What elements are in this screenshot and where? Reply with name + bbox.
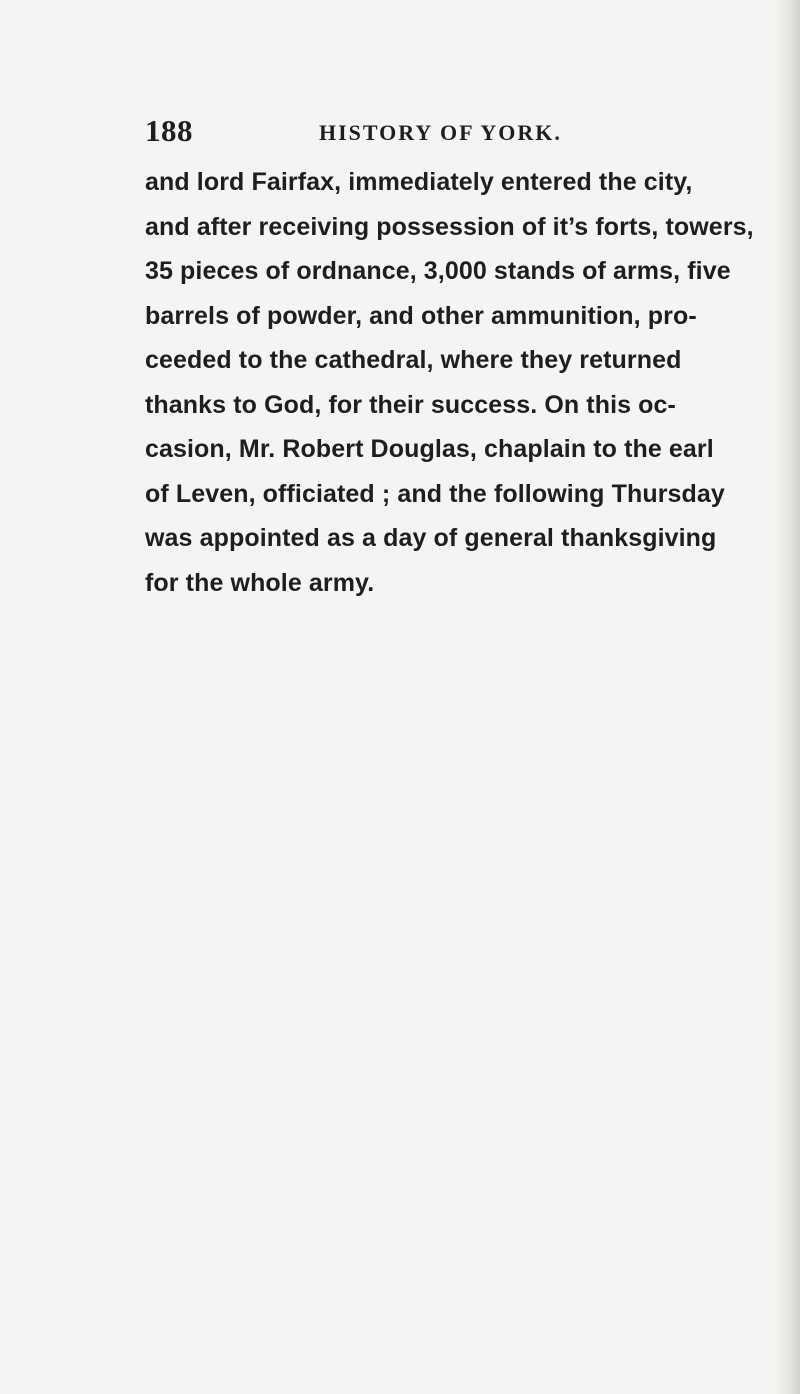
page-number: 188 (145, 113, 193, 148)
running-head (145, 113, 675, 153)
text-line: thanks to God, for their success. On this oc- (145, 390, 676, 419)
text-line: barrels of powder, and other ammunition, pro- (145, 301, 697, 330)
text-line: was appointed as a day of general thanksgiving (145, 524, 717, 552)
text-line: ceeded to the cathedral, where they returned (145, 346, 682, 374)
text-line: casion, Mr. Robert Douglas, chaplain to the earl (145, 435, 714, 463)
running-title: HISTORY OF YORK. (319, 120, 562, 145)
text-line: of Leven, officiated ; and the following Thursday (145, 479, 725, 508)
text-line: and lord Fairfax, immediately entered the city, (145, 168, 693, 196)
page-edge-shadow (774, 0, 800, 1394)
body-text (145, 160, 754, 605)
text-line: 35 pieces of ordnance, 3,000 stands of arms, five (145, 257, 731, 285)
text-line: for the whole army. (145, 568, 375, 597)
text-line: and after receiving possession of it’s forts, towers, (145, 212, 754, 241)
